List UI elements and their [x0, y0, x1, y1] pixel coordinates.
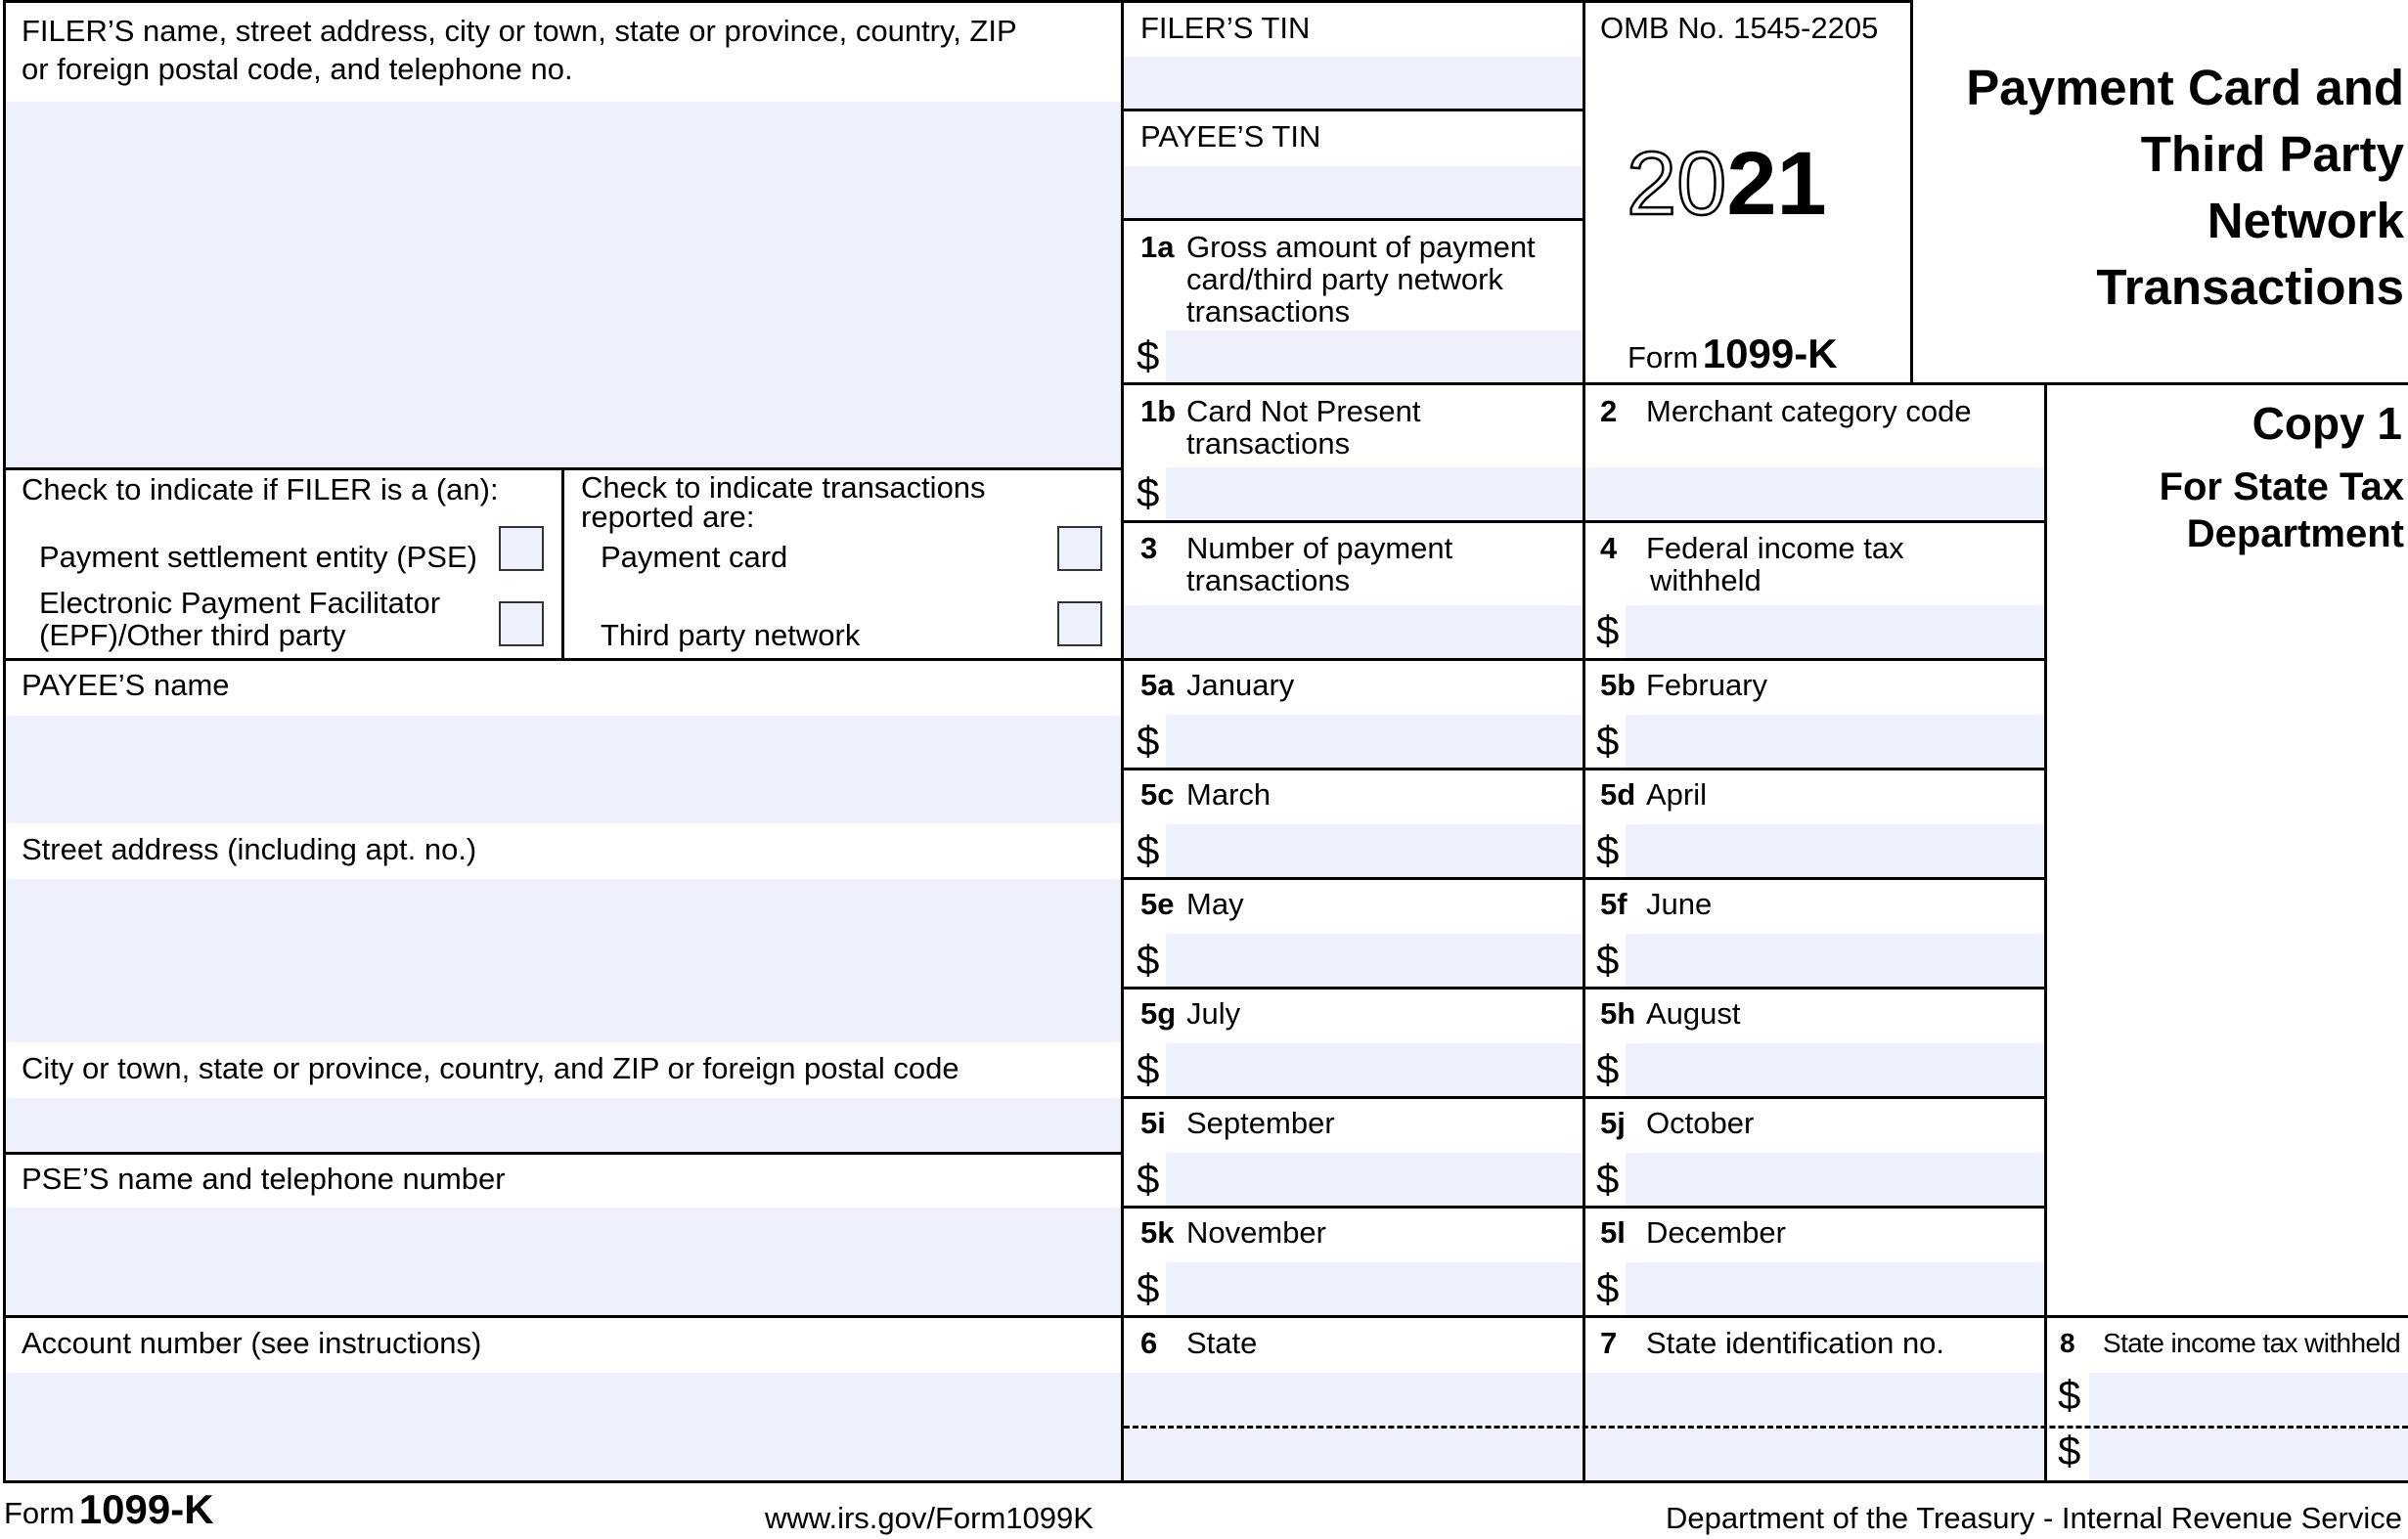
box-5d-number: 5d [1600, 777, 1636, 812]
box-5c-label [1140, 778, 1271, 811]
divider-checkboxes [561, 467, 564, 661]
box-5f-dollar-sign: $ [1596, 937, 1620, 983]
street-address-label: Street address (including apt. no.) [22, 832, 477, 866]
box-5j-dollar-sign: $ [1596, 1156, 1620, 1202]
box-6-field-row2[interactable] [1124, 1429, 1583, 1480]
pse-option-label: Payment settlement entity (PSE) [39, 540, 477, 574]
box-1b-line1: Card Not Present [1186, 394, 1421, 428]
third-party-option-label: Third party network [601, 618, 861, 652]
box-1a-number: 1a [1140, 230, 1175, 264]
box-1b-dollar-sign: $ [1137, 469, 1160, 515]
box-3-field[interactable] [1124, 605, 1583, 658]
payment-card-checkbox[interactable] [1057, 526, 1102, 571]
divider-col2 [1583, 0, 1585, 1482]
box-5g-dollar-sign: $ [1137, 1046, 1160, 1092]
box-5l-dollar-sign: $ [1596, 1265, 1620, 1311]
tax-year-prefix: 20 [1627, 134, 1727, 234]
box-5k-dollar-sign: $ [1137, 1265, 1160, 1311]
box-5e-field[interactable] [1166, 934, 1583, 987]
line-check-bottom [3, 658, 1124, 661]
box-4-label [1600, 532, 1904, 596]
box-5e-text: May [1186, 887, 1244, 921]
box-7-label [1600, 1327, 1944, 1359]
form-title-line3: Network [2207, 193, 2404, 248]
box-5j-label [1600, 1107, 1754, 1139]
city-field[interactable] [6, 1098, 1121, 1152]
box-1b-label [1140, 395, 1421, 460]
box-8-dollar-sign-row2: $ [2058, 1428, 2081, 1473]
box-1a-label [1140, 231, 1536, 328]
box-8-label [2060, 1328, 2400, 1359]
line-34-bottom [1121, 658, 2046, 661]
filer-block-label [22, 12, 1017, 88]
box-5a-dollar-sign: $ [1137, 718, 1160, 764]
box-5b-number: 5b [1600, 668, 1636, 702]
copy-destination [2160, 463, 2404, 557]
line-city-bottom [3, 1152, 1124, 1155]
third-party-network-checkbox[interactable] [1057, 601, 1102, 646]
form-word-footer: Form [4, 1496, 75, 1530]
divider-col3 [1910, 0, 1913, 384]
box-5a-number: 5a [1140, 668, 1175, 702]
line-pse-bottom [3, 1315, 2408, 1318]
box-5e-number: 5e [1140, 887, 1175, 921]
box-5b-text: February [1646, 668, 1768, 702]
box-5i-number: 5i [1140, 1106, 1166, 1140]
filer-type-title: Check to indicate if FILER is a (an): [22, 472, 499, 506]
box-5f-label [1600, 888, 1712, 920]
form-title [1966, 55, 2404, 321]
box-5c-dollar-sign: $ [1137, 827, 1160, 873]
box-5i-dollar-sign: $ [1137, 1156, 1160, 1202]
form-title-line4: Transactions [2096, 259, 2404, 315]
epf-checkbox[interactable] [499, 601, 544, 646]
line-5cd-bottom [1121, 877, 2046, 880]
form-id-header [1628, 330, 1838, 377]
box-8-field-row1[interactable] [2089, 1373, 2408, 1425]
box-5f-field[interactable] [1626, 934, 2044, 987]
box-5l-text: December [1646, 1215, 1786, 1250]
box-8-text: State income tax withheld [2103, 1328, 2401, 1358]
epf-option-line2: (EPF)/Other third party [39, 618, 346, 652]
frame-bottom [3, 1480, 2408, 1483]
box-6-label [1140, 1327, 1257, 1359]
box-5l-number: 5l [1600, 1215, 1626, 1250]
epf-option-line1: Electronic Payment Facilitator [39, 586, 441, 620]
tax-year [1627, 135, 1827, 233]
box-5f-text: June [1646, 887, 1713, 921]
box-5b-dollar-sign: $ [1596, 718, 1620, 764]
box-5a-text: January [1186, 668, 1295, 702]
box-4-dollar-sign: $ [1596, 607, 1620, 653]
form-number-header: 1099-K [1702, 330, 1838, 376]
box-5i-text: September [1186, 1106, 1335, 1140]
line-payeetin-bottom [1121, 218, 1584, 221]
payment-card-option-label: Payment card [601, 540, 788, 574]
form-word-header: Form [1628, 340, 1699, 374]
box-4-line2: withheld [1650, 563, 1761, 597]
box-5k-label [1140, 1216, 1326, 1249]
street-address-field[interactable] [6, 879, 1121, 1042]
payee-tin-label: PAYEE’S TIN [1140, 119, 1321, 154]
line-filertin-bottom [1121, 109, 1584, 111]
omb-number: OMB No. 1545-2205 [1600, 11, 1879, 45]
box-4-line1: Federal income tax [1646, 531, 1904, 565]
box-1a-line2: card/third party network [1186, 262, 1503, 296]
pse-checkbox[interactable] [499, 526, 544, 571]
box-8-dollar-sign-row1: $ [2058, 1372, 2081, 1418]
box-5h-dollar-sign: $ [1596, 1046, 1620, 1092]
line-1b-bottom [1121, 520, 2046, 523]
line-5ij-bottom [1121, 1206, 2046, 1209]
payee-name-field[interactable] [6, 716, 1121, 823]
box-8-number: 8 [2060, 1328, 2074, 1358]
form-title-line1: Payment Card and [1966, 60, 2404, 115]
footer-department: Department of the Treasury - Internal Revenue Service [1666, 1501, 2402, 1535]
box-5j-field[interactable] [1626, 1153, 2044, 1206]
transaction-type-title-line2: reported are: [581, 500, 755, 534]
box-7-number: 7 [1600, 1326, 1618, 1360]
transaction-type-title [581, 470, 986, 534]
city-label: City or town, state or province, country, and ZIP or foreign postal code [22, 1051, 959, 1085]
box-5d-text: April [1646, 777, 1708, 812]
copy-label: Copy 1 [2252, 398, 2402, 449]
epf-option-label [39, 587, 440, 651]
box-5g-label [1140, 997, 1240, 1030]
box-1b-number: 1b [1140, 394, 1177, 428]
box-1a-field[interactable] [1166, 330, 1583, 382]
box-6-number: 6 [1140, 1326, 1158, 1360]
box-5l-label [1600, 1216, 1786, 1249]
box-1a-line1: Gross amount of payment [1186, 230, 1536, 264]
account-number-field[interactable] [6, 1373, 1121, 1480]
box-5h-number: 5h [1600, 996, 1636, 1031]
box-5g-number: 5g [1140, 996, 1177, 1031]
box-1b-line2: transactions [1186, 426, 1351, 461]
box-7-text: State identification no. [1646, 1326, 1945, 1360]
filer-tin-label: FILER’S TIN [1140, 11, 1311, 45]
account-number-label: Account number (see instructions) [22, 1326, 482, 1360]
line-5ef-bottom [1121, 987, 2046, 989]
box-5e-label [1140, 888, 1244, 920]
box-5c-text: March [1186, 777, 1271, 812]
box-7-field-row2[interactable] [1585, 1429, 2044, 1480]
box-5i-label [1140, 1107, 1335, 1139]
line-5gh-bottom [1121, 1096, 2046, 1099]
box-5b-label [1600, 669, 1767, 701]
filer-tin-field[interactable] [1124, 57, 1583, 109]
box-1a-dollar-sign: $ [1137, 332, 1160, 378]
form-title-line2: Third Party [2140, 126, 2404, 182]
box-5g-field[interactable] [1166, 1043, 1583, 1096]
filer-block-label-line2: or foreign postal code, and telephone no. [22, 52, 573, 86]
box-4-field[interactable] [1626, 605, 2044, 658]
box-5e-dollar-sign: $ [1137, 937, 1160, 983]
box-4-number: 4 [1600, 531, 1618, 565]
box-5d-field[interactable] [1626, 824, 2044, 877]
copy-destination-line1: For State Tax [2159, 465, 2404, 508]
box-2-label [1600, 395, 1972, 427]
box-5a-label [1140, 669, 1294, 701]
box-5g-text: July [1186, 996, 1241, 1031]
payee-name-label: PAYEE’S name [22, 668, 230, 702]
box-5k-field[interactable] [1166, 1262, 1583, 1315]
line-5ab-bottom [1121, 768, 2046, 770]
box-5k-number: 5k [1140, 1215, 1175, 1250]
box-5h-text: August [1646, 996, 1741, 1031]
copy-destination-line2: Department [2186, 512, 2404, 555]
divider-col1 [1121, 0, 1124, 1482]
box-5d-dollar-sign: $ [1596, 827, 1620, 873]
box-5d-label [1600, 778, 1707, 811]
box-6-text: State [1186, 1326, 1258, 1360]
box-5b-field[interactable] [1626, 715, 2044, 768]
box-2-text: Merchant category code [1646, 394, 1972, 428]
box-3-label [1140, 532, 1452, 596]
box-2-number: 2 [1600, 394, 1618, 428]
box-5k-text: November [1186, 1215, 1326, 1250]
box-5h-label [1600, 997, 1741, 1030]
frame-top [3, 0, 1913, 3]
box-3-line2: transactions [1186, 563, 1351, 597]
box-5c-field[interactable] [1166, 824, 1583, 877]
pse-name-field[interactable] [6, 1208, 1121, 1315]
box-7-field-row1[interactable] [1585, 1373, 2044, 1425]
box-5j-number: 5j [1600, 1106, 1626, 1140]
box-3-line1: Number of payment [1186, 531, 1453, 565]
filer-info-field[interactable] [6, 102, 1121, 467]
payee-tin-field[interactable] [1124, 166, 1583, 218]
box-5f-number: 5f [1600, 887, 1628, 921]
box-2-field[interactable] [1585, 467, 2044, 520]
box-8-field-row2[interactable] [2089, 1429, 2408, 1480]
box-3-number: 3 [1140, 531, 1158, 565]
box-5h-field[interactable] [1626, 1043, 2044, 1096]
transaction-type-title-line1: Check to indicate transactions [581, 470, 986, 505]
tax-year-suffix: 21 [1726, 134, 1827, 234]
box-1a-line3: transactions [1186, 294, 1351, 329]
box-1b-field[interactable] [1166, 467, 1583, 520]
box-5a-field[interactable] [1166, 715, 1583, 768]
form-number-footer: 1099-K [78, 1486, 214, 1532]
box-6-field-row1[interactable] [1124, 1373, 1583, 1425]
box-5i-field[interactable] [1166, 1153, 1583, 1206]
footer-url: www.irs.gov/Form1099K [765, 1501, 1093, 1535]
box-5j-text: October [1646, 1106, 1755, 1140]
box-5l-field[interactable] [1626, 1262, 2044, 1315]
form-id-footer [4, 1486, 214, 1533]
line-1a-bottom [1121, 382, 2408, 385]
pse-name-label: PSE’S name and telephone number [22, 1162, 506, 1196]
filer-block-label-line1: FILER’S name, street address, city or town, state or province, country, ZIP [22, 14, 1017, 48]
box-5c-number: 5c [1140, 777, 1175, 812]
